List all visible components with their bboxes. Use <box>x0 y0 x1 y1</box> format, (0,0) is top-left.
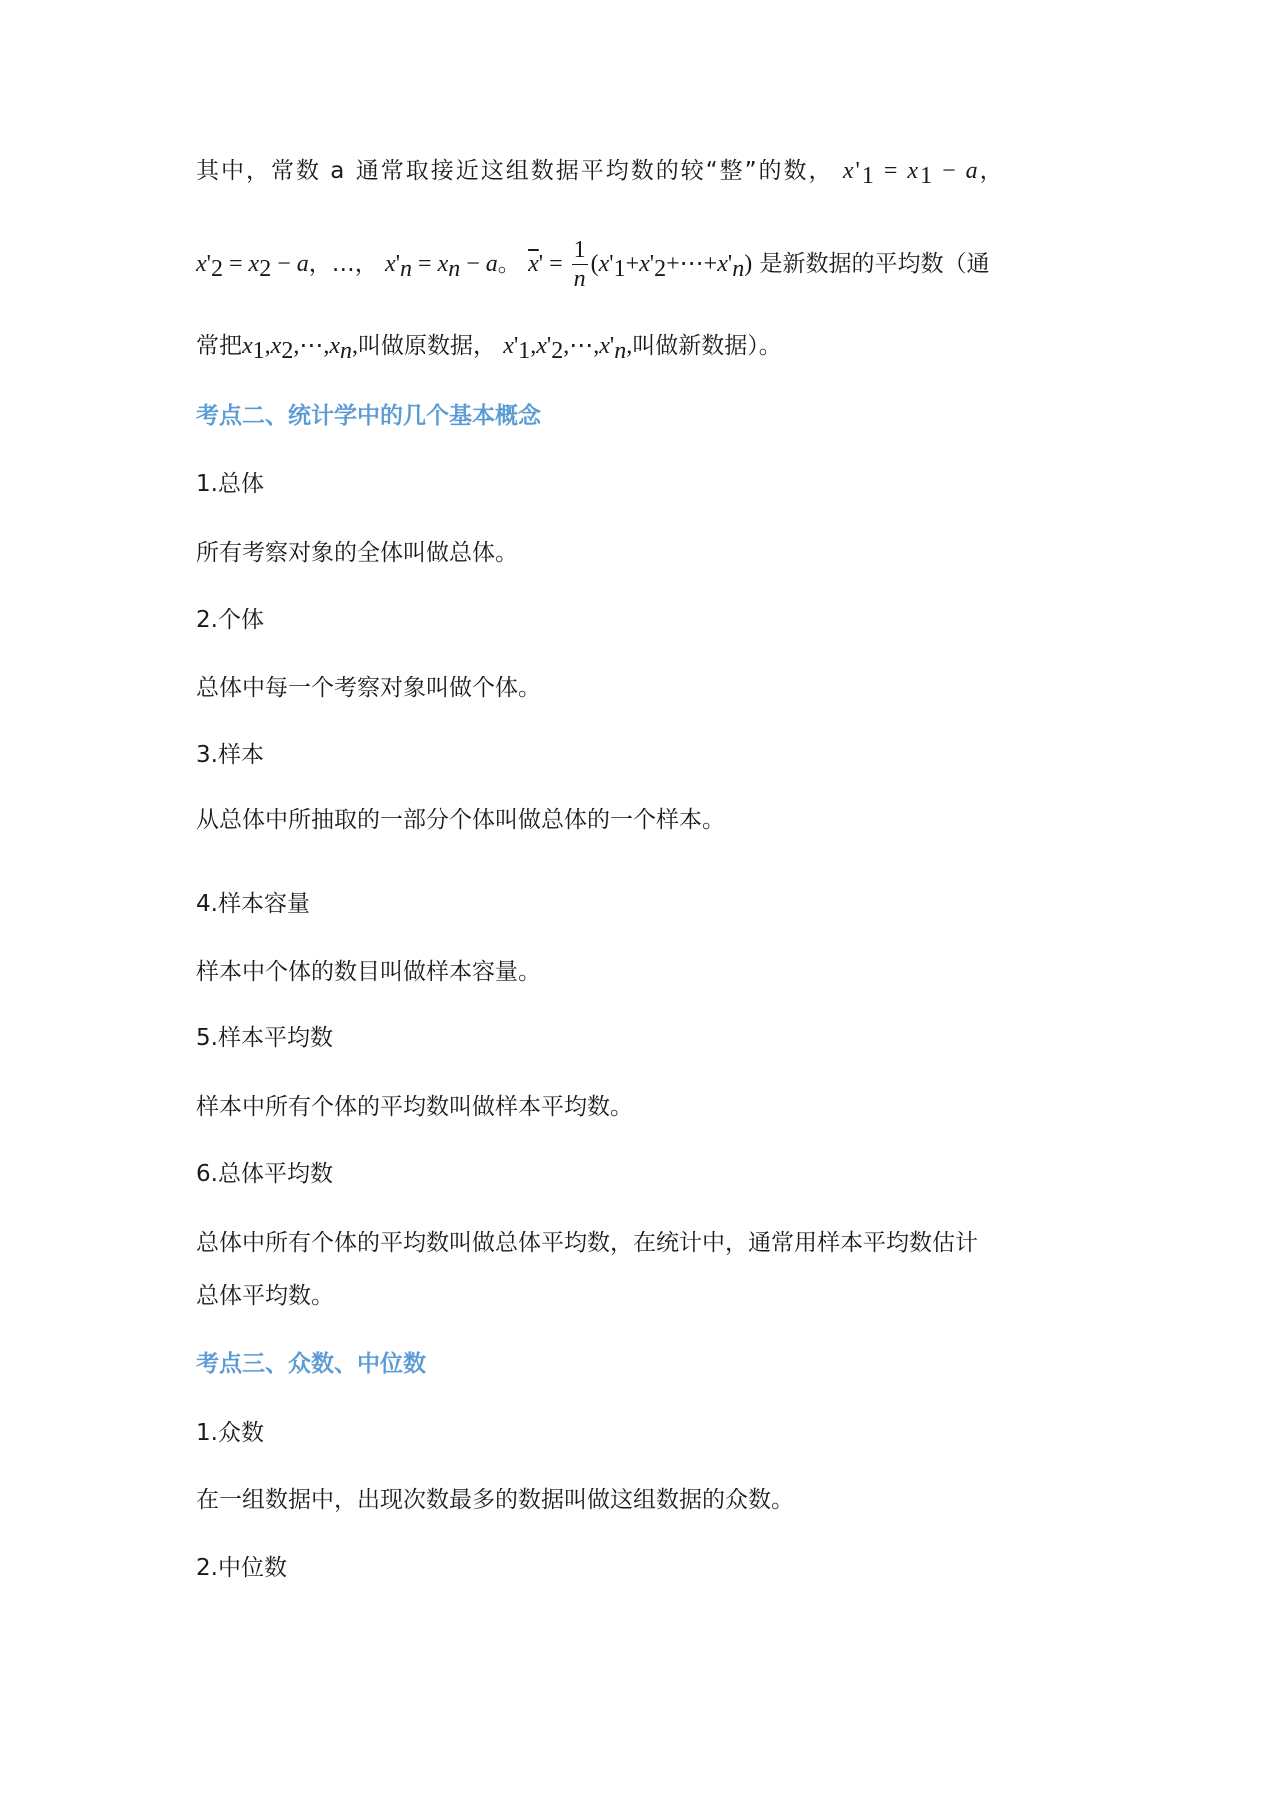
text-new-data-mean: 是新数据的平均数（通 <box>759 251 990 277</box>
formula-original-data: $x_1,x_2,\cdots,x_n$, <box>242 333 358 364</box>
text-original-data: 叫做原数据， <box>357 333 496 359</box>
item-title-sample-size: 4.样本容量 <box>196 891 310 917</box>
item-title-individual: 2.个体 <box>196 607 264 633</box>
item-title-population: 1.总体 <box>196 471 264 497</box>
item-desc-individual: 总体中每一个考察对象叫做个体。 <box>196 675 541 701</box>
item-title-sample-mean: 5.样本平均数 <box>196 1025 333 1051</box>
paragraph-line-3 <box>196 330 782 367</box>
text-usually: 常把 <box>196 333 242 359</box>
text-constant-a: 其中，常数 a 通常取接近这组数据平均数的较“整”的数， <box>196 158 834 184</box>
formula-xn-prime: $x'_n = x_n - a$ <box>385 251 498 282</box>
item-desc-population-mean-1: 总体中所有个体的平均数叫做总体平均数，在统计中，通常用样本平均数估计 <box>196 1230 978 1256</box>
paragraph-line-1 <box>196 155 1005 192</box>
item-desc-sample-mean: 样本中所有个体的平均数叫做样本平均数。 <box>196 1094 633 1120</box>
item-desc-mode: 在一组数据中，出现次数最多的数据叫做这组数据的众数。 <box>196 1487 794 1513</box>
formula-new-data: $x'_1,x'_2,\cdots,x'_n$, <box>503 333 633 364</box>
item-desc-sample-size: 样本中个体的数目叫做样本容量。 <box>196 959 541 985</box>
section-heading-3: 考点三、众数、中位数 <box>196 1351 426 1377</box>
item-title-median: 2.中位数 <box>196 1555 287 1581</box>
period: 。 <box>497 251 521 277</box>
section-heading-2: 考点二、统计学中的几个基本概念 <box>196 403 541 429</box>
item-title-population-mean: 6.总体平均数 <box>196 1161 333 1187</box>
item-desc-population-mean-2: 总体平均数。 <box>196 1283 334 1309</box>
item-desc-population: 所有考察对象的全体叫做总体。 <box>196 540 518 566</box>
text-new-data: 叫做新数据）。 <box>632 333 782 359</box>
formula-x2-prime: $x'_2 = x_2 - a$ <box>196 251 309 282</box>
item-desc-sample: 从总体中所抽取的一部分个体叫做总体的一个样本。 <box>196 807 725 833</box>
formula-x1-prime: $x'_1 = x_1 - a$， <box>842 158 1005 189</box>
item-title-sample: 3.样本 <box>196 742 264 768</box>
separator-ellipsis: ，…， <box>308 251 378 277</box>
paragraph-line-2 <box>196 236 990 293</box>
fraction-one-over-n: $\frac{1}{n}$ <box>573 237 586 292</box>
item-title-mode: 1.众数 <box>196 1420 264 1446</box>
formula-mean: $\overline{x}'$ = $\frac{1}{n}$ $(x'_1+x'_2+\cdots+x'_n)$ <box>528 237 753 292</box>
